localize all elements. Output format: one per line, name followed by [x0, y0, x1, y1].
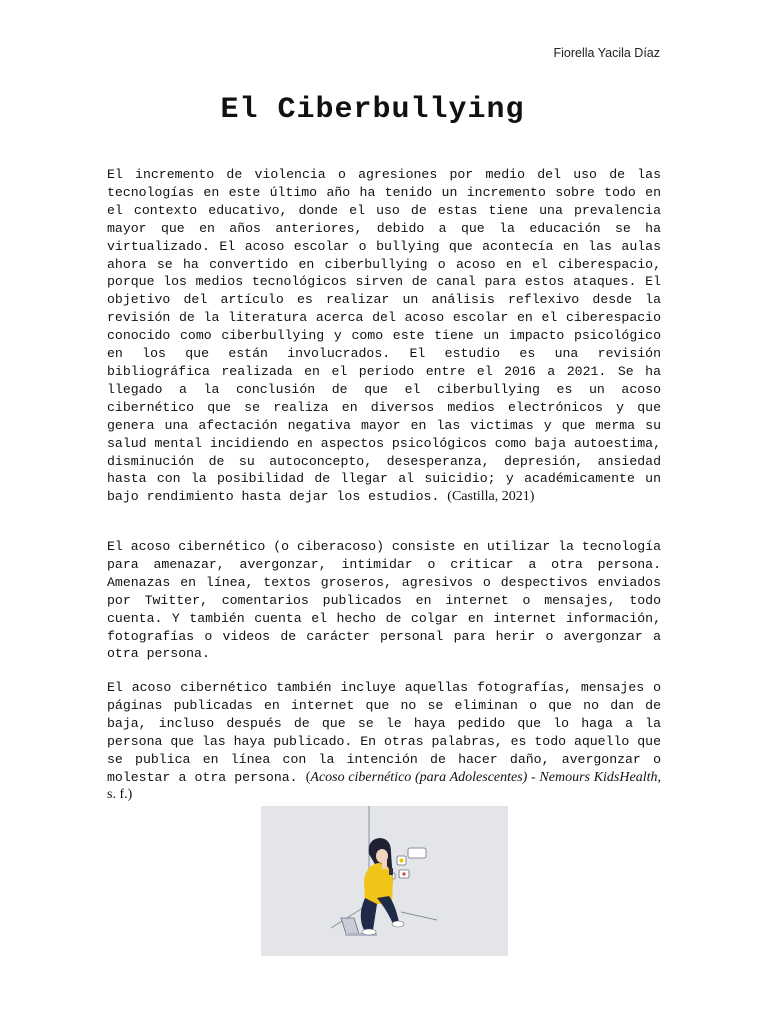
citation-kidshealth-title: Acoso cibernético (para Adolescentes) - Nemours KidsHealth: [310, 769, 658, 785]
citation-kidshealth: (Acoso cibernético (para Adolescentes) - Nemours KidsHealth, s. f.): [107, 769, 661, 803]
paragraph-1: [107, 166, 661, 506]
paragraph-2: [107, 538, 661, 663]
page-title: El Ciberbullying: [220, 93, 525, 127]
cyberbullying-illustration-icon: [261, 806, 508, 956]
paragraph-2-text: El acoso cibernético (o ciberacoso) consiste en utilizar la tecnología para amenazar, avergonzar, intimidar o criticar a otra persona. Amenazas en línea, textos groseros, agresivos o despectivos enviados por Twitter, comentarios publicados en internet o mensajes, todo cuenta. Y también cuenta el hecho de colgar en internet información, fotografías o videos de carácter personal para herir o avergonzar a otra persona.: [107, 539, 661, 662]
paragraph-3: [107, 679, 661, 804]
cyberbullying-illustration: [261, 806, 508, 956]
citation-castilla: (Castilla, 2021): [447, 489, 535, 505]
author-name: Fiorella Yacila Díaz: [553, 46, 660, 60]
paragraph-3-text: El acoso cibernético también incluye aquellas fotografías, mensajes o páginas publicadas en internet que no se eliminan o que no dan de baja, incluso después de que se le haya pedido que lo haga a la persona que las haya publicado. En otras palabras, es todo aquello que se publica en línea con la intención de hacer daño, avergonzar o molestar a otra persona.: [107, 680, 661, 785]
paragraph-1-text: El incremento de violencia o agresiones por medio del uso de las tecnologías en este último año ha tenido un incremento sobre todo en el contexto educativo, donde el uso de estas tiene una prevalencia mayor que en años anteriores, debido a que la educación se ha virtualizado. El acoso escolar o bullying que acontecía en las aulas ahora se ha convertido en ciberbullying o acoso en el ciberespacio, porque los medios tecnológicos sirven de canal para estos ataques. El objetivo del artículo es realizar un análisis reflexivo desde la revisión de la literatura acerca del acoso escolar en el ciberespacio conocido como ciberbullying y como este tiene un impacto psicológico en los que están involucrados. El estudio es una revisión bibliográfica realizada en el periodo entre el 2016 a 2021. Se ha llegado a la conclusión de que el ciberbullying es un acoso cibernético que se realiza en diversos medios electrónicos y que genera una afectación negativa mayor en las victimas y que merma su salud mental incidiendo en aspectos psicológicos como baja autoestima, disminución de su autoconcepto, desesperanza, depresión, ansiedad hasta con la posibilidad de llegar al suicidio; y académicamente un bajo rendimiento hasta dejar los estudios.: [107, 167, 661, 505]
